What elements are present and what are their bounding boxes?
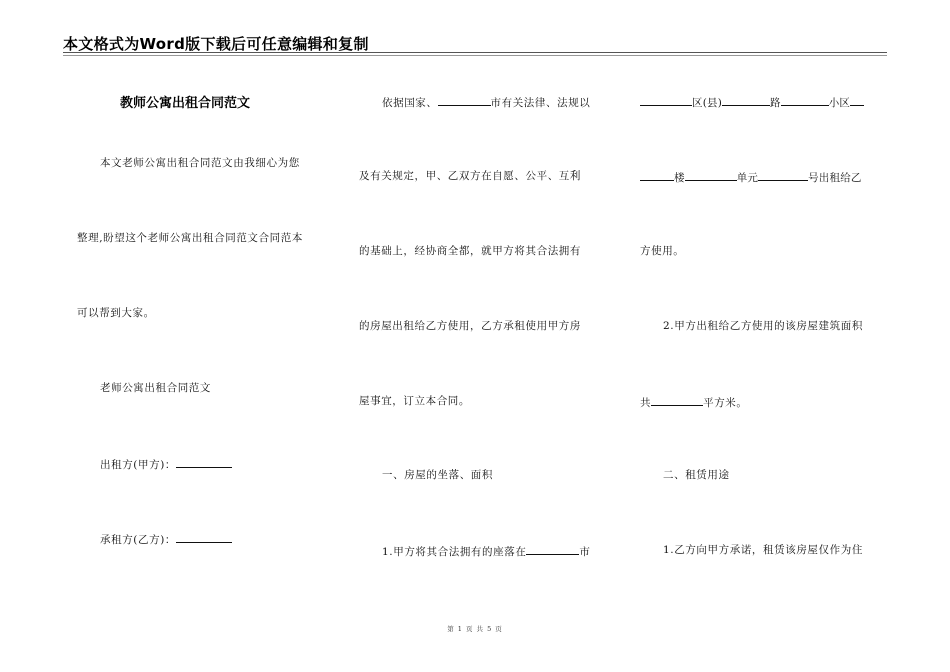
page-number: 第 1 页 共 5 页 (447, 625, 503, 633)
document-title: 教师公寓出租合同范文 (120, 96, 251, 111)
blank (685, 169, 737, 181)
preamble-line: 的基础上，经协商全都，就甲方将其合法拥有 (359, 245, 581, 257)
area-line (640, 394, 748, 410)
document-banner: 本文格式为Word版下载后可任意编辑和复制 (63, 35, 369, 53)
text-span: 楼 (674, 172, 685, 184)
blank (758, 169, 808, 181)
intro-line: 可以帮到大家。 (77, 307, 155, 319)
header-rule (63, 52, 887, 53)
text-span: 单元 (736, 172, 759, 184)
location-blank (526, 543, 579, 555)
blank (640, 94, 692, 106)
clause-line: 1.乙方向甲方承诺，租赁该房屋仅作为住 (663, 544, 863, 556)
lessee-blank (176, 531, 232, 543)
lessor-blank (176, 456, 232, 468)
text-span: 号出租给乙 (808, 172, 862, 184)
area-blank (651, 394, 703, 406)
preamble-line: 的房屋出租给乙方使用，乙方承租使用甲方房 (359, 320, 581, 332)
text-span: 路 (770, 97, 781, 109)
blank (850, 94, 864, 106)
lessor-label: 出租方(甲方)： (100, 459, 176, 471)
lessor-line (100, 456, 232, 472)
intro-line: 整理,盼望这个老师公寓出租合同范文合同范本 (77, 232, 303, 244)
preamble-line: 屋事宜，订立本合同。 (359, 395, 470, 407)
address-line (640, 94, 864, 110)
text-span: 1.甲方将其合法拥有的座落在 (382, 546, 527, 558)
clause-line: 2.甲方出租给乙方使用的该房屋建筑面积 (663, 320, 863, 332)
text-span: 市 (579, 546, 591, 558)
text-span: 市有关法律、法规以 (490, 97, 591, 109)
blank (781, 94, 829, 106)
section-heading: 二、租赁用途 (663, 469, 730, 481)
blank (640, 169, 674, 181)
contract-subtitle: 老师公寓出租合同范文 (100, 382, 211, 394)
header-rule-thin (63, 55, 887, 56)
city-blank (438, 94, 491, 106)
text-span: 依据国家、 (382, 97, 438, 109)
text-span: 小区 (828, 97, 851, 109)
lessee-label: 承租方(乙方)： (100, 534, 176, 546)
blank (722, 94, 770, 106)
text-span: 平方米。 (703, 397, 748, 409)
text-span: 区(县) (692, 97, 722, 109)
address-line (640, 169, 862, 185)
intro-line: 本文老师公寓出租合同范文由我细心为您 (100, 157, 300, 169)
text-span: 共 (640, 397, 652, 409)
clause-line: 方使用。 (640, 245, 685, 257)
preamble-line: 及有关规定，甲、乙双方在自愿、公平、互利 (359, 170, 581, 182)
clause-line (382, 543, 591, 559)
preamble-line (382, 94, 590, 110)
lessee-line (100, 531, 232, 547)
section-heading: 一、房屋的坐落、面积 (382, 469, 493, 481)
